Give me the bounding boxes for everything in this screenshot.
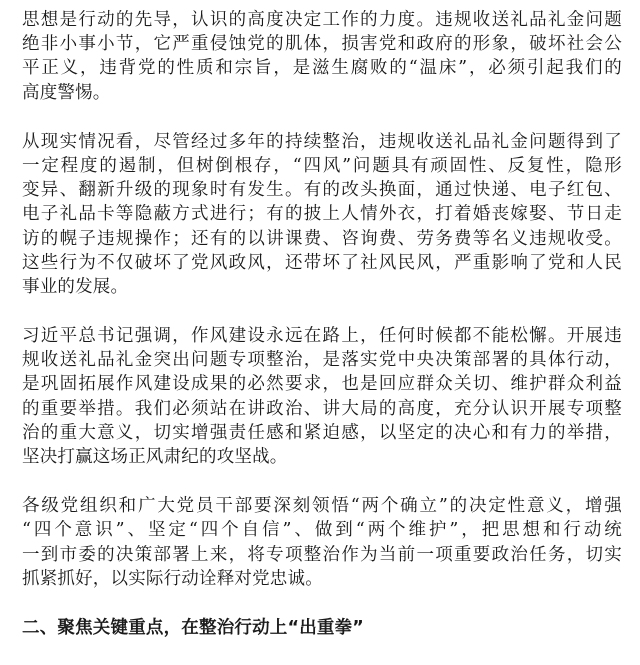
text-line: 从现实情况看，尽管经过多年的持续整治，违规收送礼品礼金问题得到了 [22, 131, 622, 152]
text-line: 绝非小事小节，它严重侵蚀党的肌体，损害党和政府的形象，破坏社会公 [22, 34, 622, 55]
text-line: 坚决打赢这场正风肃纪的攻坚战。 [22, 447, 288, 467]
text-line: 思想是行动的先导，认识的高度决定工作的力度。违规收送礼品礼金问题 [22, 10, 622, 30]
text-line: 规收送礼品礼金突出问题专项整治，是落实党中央决策部署的具体行动， [22, 350, 622, 371]
paragraph-4 [22, 494, 622, 591]
section-heading [22, 616, 622, 640]
text-line: 访的幌子违规操作；还有的以讲课费、咨询费、劳务费等名义违规收受。 [22, 228, 622, 249]
text-line: 这些行为不仅破坏了党风政风，还带坏了社风民风，严重影响了党和人民 [22, 252, 622, 273]
text-line: 变异、翻新升级的现象时有发生。有的改头换面，通过快递、电子红包、 [22, 180, 622, 201]
text-line: 习近平总书记强调，作风建设永远在路上，任何时候都不能松懈。开展违 [22, 326, 622, 347]
section-heading-text: 二、聚焦关键重点，在整治行动上“出重拳” [22, 617, 365, 638]
paragraph-1 [22, 8, 622, 105]
text-line: 平正义，违背党的性质和宗旨，是滋生腐败的“温床”，必须引起我们的 [22, 58, 622, 79]
text-line: 事业的发展。 [22, 276, 129, 297]
text-line: 一定程度的遏制，但树倒根存，“四风”问题具有顽固性、反复性，隐形 [22, 155, 622, 176]
document-body [22, 8, 622, 665]
paragraph-2 [22, 130, 622, 299]
text-line: 高度警惕。 [22, 82, 111, 103]
text-line: “四个意识”、坚定“四个自信”、做到“两个维护”，把思想和行动统 [22, 520, 622, 541]
paragraph-3 [22, 324, 622, 469]
text-line: 一到市委的决策部署上来，将专项整治作为当前一项重要政治任务，切实 [22, 544, 622, 565]
text-line: 电子礼品卡等隐蔽方式进行；有的披上人情外衣，打着婚丧嫁娶、节日走 [22, 204, 622, 225]
text-line: 是巩固拓展作风建设成果的必然要求，也是回应群众关切、维护群众利益 [22, 374, 622, 395]
text-line: 治的重大意义，切实增强责任感和紧迫感，以坚定的决心和有力的举措， [22, 422, 622, 443]
text-line: 抓紧抓好，以实际行动诠释对党忠诚。 [22, 568, 323, 589]
text-line: 各级党组织和广大党员干部要深刻领悟“两个确立”的决定性意义，增强 [22, 496, 622, 517]
text-line: 的重要举措。我们必须站在讲政治、讲大局的高度，充分认识开展专项整 [22, 398, 622, 419]
